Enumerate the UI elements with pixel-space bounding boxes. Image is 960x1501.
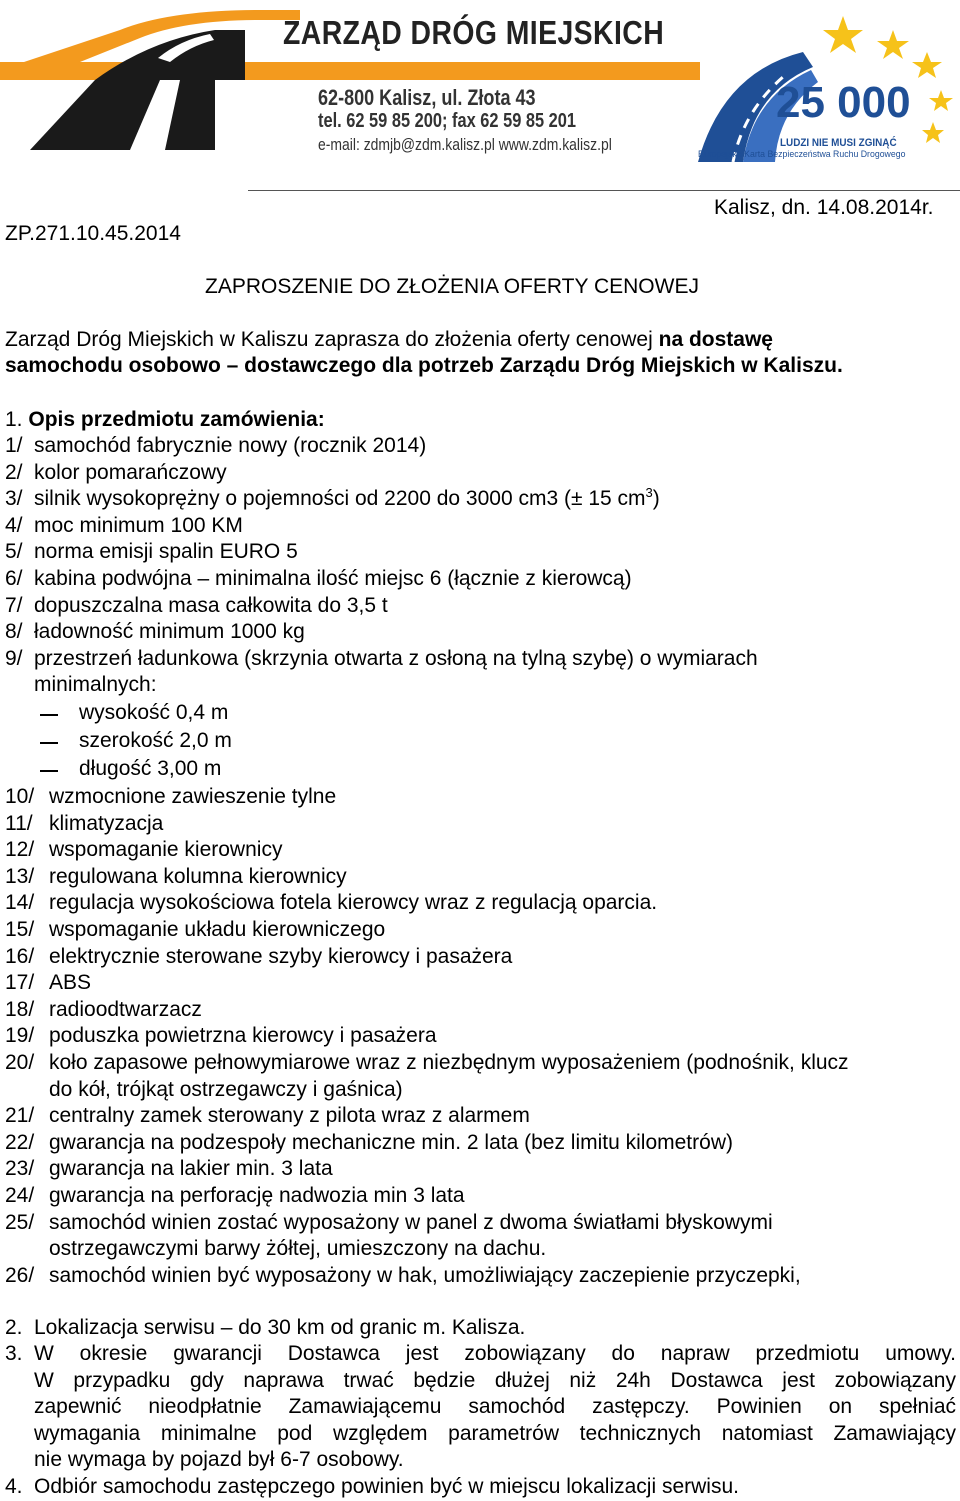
dimension-item: długość 3,00 m — [79, 757, 222, 780]
section-3-line: zapewnić nieodpłatnie Zamawiającemu samochód zastępczy. Powinien on spełniać — [34, 1395, 956, 1419]
list-item-number: 4/ — [5, 513, 23, 537]
list-item-text: klimatyzacja — [49, 811, 164, 835]
list-item-text: kolor pomarańczowy — [34, 460, 227, 484]
list-item-text: dopuszczalna masa całkowita do 3,5 t — [34, 593, 388, 617]
list-item-number: 13/ — [5, 864, 35, 888]
list-item-text: koło zapasowe pełnowymiarowe wraz z niezbędnym wyposażeniem (podnośnik, klucz — [49, 1051, 849, 1074]
list-item-number: 12/ — [5, 838, 35, 862]
intro-line-1: Zarząd Dróg Miejskich w Kaliszu zaprasza do złożenia oferty cenowej na dostawę — [5, 328, 773, 351]
intro-line-2: samochodu osobowo – dostawczego dla potrzeb Zarządu Dróg Miejskich w Kaliszu. — [5, 354, 843, 377]
section-2-text: Lokalizacja serwisu – do 30 km od granic m. Kalisza. — [34, 1316, 526, 1339]
section-3-line: W okresie gwarancji Dostawca jest zobowiązany do napraw przedmiotu umowy. — [34, 1342, 956, 1365]
badge-number: 25 000 — [776, 78, 911, 127]
list-item-text: moc minimum 100 KM — [34, 513, 243, 537]
list-item-text: wzmocnione zawieszenie tylne — [49, 785, 337, 808]
list-item-text: elektrycznie sterowane szyby kierowcy i pasażera — [49, 944, 513, 968]
place-date: Kalisz, dn. 14.08.2014r. — [714, 196, 934, 219]
section-4-number: 4. — [5, 1475, 23, 1498]
badge-subtitle: Europejska Karta Bezpieczeństwa Ruchu Drogowego — [698, 149, 906, 160]
list-item-number: 5/ — [5, 540, 23, 564]
dash-bullet — [40, 742, 58, 744]
list-item-text: ładowność minimum 1000 kg — [34, 620, 305, 644]
list-item-number: 16/ — [5, 944, 35, 968]
reference-number: ZP.271.10.45.2014 — [5, 222, 181, 245]
list-item-number: 6/ — [5, 567, 23, 590]
list-item-text: kabina podwójna – minimalna ilość miejsc 6 (łącznie z kierowcą) — [34, 567, 632, 590]
org-phone: tel. 62 59 85 200; fax 62 59 85 201 — [318, 110, 577, 132]
list-item-number: 20/ — [5, 1051, 35, 1074]
dimension-item: szerokość 2,0 m — [79, 729, 232, 752]
list-item-text: regulowana kolumna kierownicy — [49, 864, 347, 888]
list-item-number: 7/ — [5, 593, 23, 617]
org-name: ZARZĄD DRÓG MIEJSKICH — [283, 14, 665, 51]
org-contact: e-mail: zdmjb@zdm.kalisz.pl www.zdm.kalisz.pl — [318, 135, 612, 154]
list-item-text: wspomaganie kierownicy — [49, 838, 283, 862]
list-item-number: 26/ — [5, 1263, 35, 1287]
list-item-number: 14/ — [5, 891, 35, 915]
list-item-number: 11/ — [5, 811, 33, 835]
list-item-number: 22/ — [5, 1130, 35, 1154]
list-item-text: przestrzeń ładunkowa (skrzynia otwarta z osłoną na tylną szybę) o wymiarach — [34, 646, 758, 670]
list-item-text: silnik wysokoprężny o pojemności od 2200 do 3000 cm3 (± 15 $cm^3$) — [34, 485, 660, 511]
list-item-text: samochód winien zostać wyposażony w panel z dwoma światłami błyskowymi — [49, 1210, 773, 1234]
section-4-text: Odbiór samochodu zastępczego powinien być w miejscu lokalizacji serwisu. — [34, 1475, 739, 1498]
list-item-number: 18/ — [5, 997, 35, 1021]
list-item-number: 21/ — [5, 1104, 35, 1128]
list-item-number: 24/ — [5, 1184, 35, 1207]
section-1-heading: 1. Opis przedmiotu zamówienia: — [5, 408, 325, 431]
section-3-line: W przypadku gdy naprawa trwać będzie dłużej niż 24h Dostawca jest zobowiązany — [34, 1368, 956, 1392]
header-divider — [248, 190, 960, 191]
list-item-number: 3/ — [5, 487, 23, 511]
dash-bullet — [40, 770, 58, 772]
badge-tagline: LUDZI NIE MUSI ZGINĄĆ — [780, 137, 897, 149]
org-address: 62-800 Kalisz, ul. Złota 43 — [318, 85, 536, 110]
list-item-number: 2/ — [5, 460, 23, 484]
list-item-text: regulacja wysokościowa fotela kierowcy wraz z regulacją oparcia. — [49, 891, 658, 915]
list-item-text: poduszka powietrzna kierowcy i pasażera — [49, 1024, 437, 1048]
list-item-text-continued: minimalnych: — [34, 673, 157, 697]
list-item-text-continued: do kół, trójkąt ostrzegawczy i gaśnica) — [49, 1077, 403, 1101]
list-item-number: 1/ — [5, 434, 23, 457]
list-item-number: 9/ — [5, 646, 23, 670]
dash-bullet — [40, 714, 58, 716]
list-item-text: gwarancja na lakier min. 3 lata — [49, 1157, 333, 1181]
list-item-text: norma emisji spalin EURO 5 — [34, 540, 298, 564]
list-item-text: wspomaganie układu kierowniczego — [49, 918, 386, 941]
document-title: ZAPROSZENIE DO ZŁOŻENIA OFERTY CENOWEJ — [205, 275, 699, 298]
list-item-number: 15/ — [5, 918, 35, 941]
list-item-text: samochód fabrycznie nowy (rocznik 2014) — [34, 434, 427, 457]
list-item-number: 8/ — [5, 620, 23, 644]
list-item-number: 17/ — [5, 971, 35, 995]
dimension-item: wysokość 0,4 m — [79, 701, 229, 724]
list-item-text: gwarancja na perforację nadwozia min 3 lata — [49, 1184, 465, 1207]
list-item-number: 25/ — [5, 1210, 35, 1234]
list-item-number: 10/ — [5, 785, 35, 808]
section-3-line: wymagania minimalne pod względem parametrów technicznych natomiast Zamawiający — [34, 1421, 956, 1445]
section-3-number: 3. — [5, 1342, 23, 1365]
list-item-number: 19/ — [5, 1024, 35, 1048]
list-item-text: ABS — [49, 971, 92, 995]
list-item-text: gwarancja na podzespoły mechaniczne min. 2 lata (bez limitu kilometrów) — [49, 1130, 733, 1154]
list-item-text-continued: ostrzegawczymi barwy żółtej, umieszczony na dachu. — [49, 1237, 547, 1261]
list-item-text: centralny zamek sterowany z pilota wraz z alarmem — [49, 1104, 530, 1128]
section-3-line-last: nie wymaga by pojazd był 6-7 osobowy. — [34, 1448, 404, 1472]
list-item-text: samochód winien być wyposażony w hak, umożliwiający zaczepienie przyczepki, — [49, 1263, 801, 1287]
section-2-number: 2. — [5, 1316, 23, 1339]
list-item-number: 23/ — [5, 1157, 35, 1181]
list-item-text: radioodtwarzacz — [49, 997, 202, 1021]
